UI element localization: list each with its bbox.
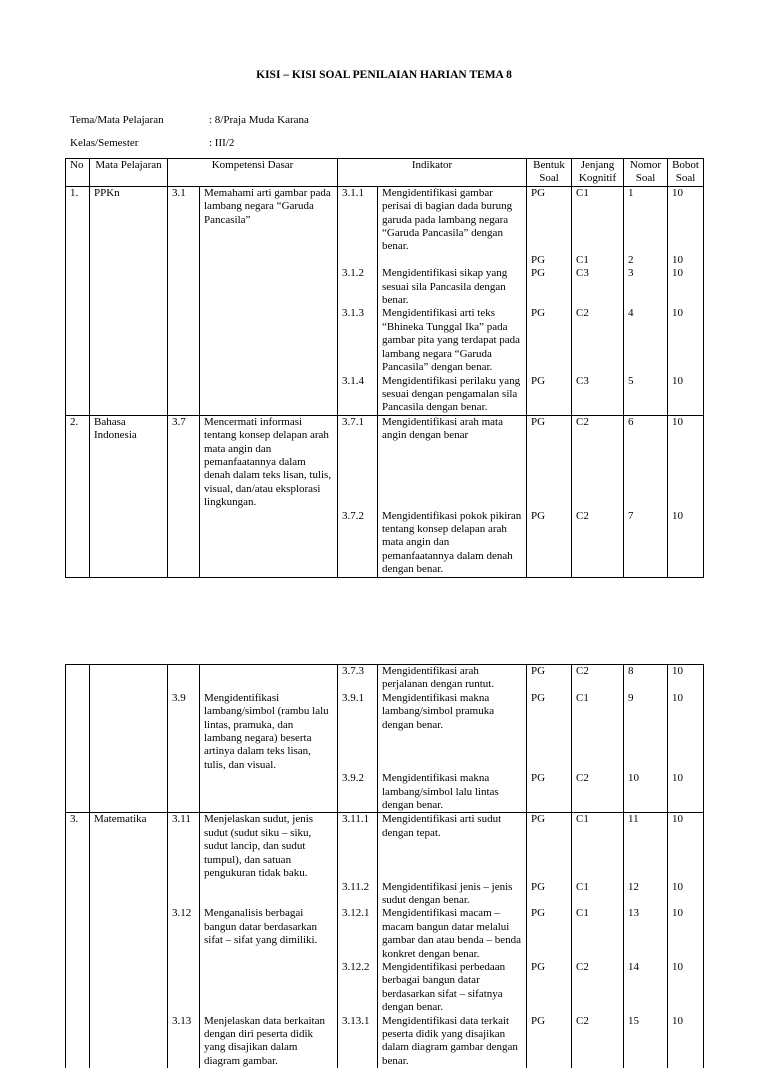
cell-ind-no: 3.9.1 [338,692,378,772]
table-row [66,907,704,961]
cell-ind: Mengidentifikasi macam – macam bangun datar melalui gambar dan atau benda – benda konkret dengan benar. [378,907,527,961]
cell-kd [200,881,338,908]
cell-no [66,254,90,267]
cell-ind-no: 3.7.3 [338,665,378,692]
cell-bentuk: PG [527,415,572,509]
cell-jenjang: C2 [572,307,624,374]
cell-kd-no [168,772,200,813]
cell-nomor: 1 [624,186,668,254]
cell-ind-no: 3.9.2 [338,772,378,813]
cell-kd [200,510,338,578]
cell-bentuk: PG [527,665,572,692]
cell-jenjang: C3 [572,267,624,307]
table-row [66,1015,704,1068]
cell-mapel [90,881,168,908]
cell-mapel [90,1015,168,1068]
table-row [66,961,704,1015]
cell-nomor: 3 [624,267,668,307]
cell-ind: Mengidentifikasi data terkait peserta didik yang disajikan dalam diagram gambar dengan benar. [378,1015,527,1068]
cell-mapel [90,267,168,307]
cell-kd: Memahami arti gambar pada lambang negara “Garuda Pancasila” [200,186,338,254]
cell-kd-no [168,307,200,374]
header-bentuk: Bentuk Soal [527,159,572,187]
cell-nomor: 5 [624,375,668,416]
cell-kd-no: 3.13 [168,1015,200,1068]
cell-bobot: 10 [668,907,704,961]
cell-kd [200,267,338,307]
cell-jenjang: C1 [572,254,624,267]
cell-mapel [90,692,168,772]
cell-kd [200,772,338,813]
cell-jenjang: C1 [572,813,624,881]
cell-kd-no [168,881,200,908]
cell-kd-no [168,375,200,416]
cell-nomor: 2 [624,254,668,267]
cell-no [66,665,90,692]
cell-kd: Menjelaskan data berkaitan dengan diri peserta didik yang disajikan dalam diagram gambar. [200,1015,338,1068]
cell-bobot: 10 [668,1015,704,1068]
cell-no [66,510,90,578]
cell-ind-no: 3.7.1 [338,415,378,509]
cell-kd-no: 3.11 [168,813,200,881]
cell-mapel [90,665,168,692]
cell-mapel [90,254,168,267]
cell-ind: Mengidentifikasi arah mata angin dengan benar [378,415,527,509]
cell-bentuk: PG [527,813,572,881]
cell-nomor: 10 [624,772,668,813]
cell-bentuk: PG [527,907,572,961]
header-mapel: Mata Pelajaran [90,159,168,187]
cell-kd [200,254,338,267]
header-no: No [66,159,90,187]
cell-bentuk: PG [527,375,572,416]
cell-mapel: PPKn [90,186,168,254]
cell-ind [378,254,527,267]
info-value-kelas: : III/2 [209,137,235,149]
header-indikator: Indikator [338,159,527,187]
cell-bobot: 10 [668,186,704,254]
table-row [66,415,704,509]
cell-mapel [90,375,168,416]
cell-kd: Menganalisis berbagai bangun datar berdasarkan sifat – sifat yang dimiliki. [200,907,338,961]
cell-ind: Mengidentifikasi gambar perisai di bagian dada burung garuda pada lambang negara “Garuda Pancasila” dengan benar. [378,186,527,254]
cell-bobot: 10 [668,813,704,881]
cell-kd [200,665,338,692]
table-row [66,307,704,374]
cell-kd-no: 3.9 [168,692,200,772]
cell-ind: Mengidentifikasi makna lambang/simbol pramuka dengan benar. [378,692,527,772]
cell-kd-no [168,254,200,267]
cell-nomor: 11 [624,813,668,881]
table-row [66,254,704,267]
cell-kd: Mengidentifikasi lambang/simbol (rambu lalu lintas, pramuka, dan lambang negara) beserta artinya dalam teks lisan, tulis, dan visual. [200,692,338,772]
cell-mapel [90,307,168,374]
cell-ind: Mengidentifikasi arti teks “Bhineka Tunggal Ika” pada gambar pita yang terdapat pada lambang negara “Garuda Pancasila” dengan benar. [378,307,527,374]
cell-nomor: 13 [624,907,668,961]
kisi-table-page-1 [65,158,704,578]
cell-ind: Mengidentifikasi sikap yang sesuai sila Pancasila dengan benar. [378,267,527,307]
cell-jenjang: C1 [572,907,624,961]
cell-kd-no: 3.12 [168,907,200,961]
table-row [66,813,704,881]
cell-bentuk: PG [527,267,572,307]
cell-ind-no: 3.7.2 [338,510,378,578]
cell-ind-no: 3.1.3 [338,307,378,374]
cell-bobot: 10 [668,665,704,692]
cell-bentuk: PG [527,254,572,267]
info-value-tema: : 8/Praja Muda Karana [209,114,309,126]
cell-ind: Mengidentifikasi perilaku yang sesuai dengan pengamalan sila Pancasila dengan benar. [378,375,527,416]
cell-nomor: 14 [624,961,668,1015]
table-row [66,375,704,416]
cell-bobot: 10 [668,415,704,509]
cell-no [66,267,90,307]
cell-ind-no: 3.1.2 [338,267,378,307]
cell-no [66,307,90,374]
table-row [66,267,704,307]
cell-nomor: 12 [624,881,668,908]
cell-nomor: 4 [624,307,668,374]
cell-no [66,692,90,772]
cell-ind-no: 3.1.1 [338,186,378,254]
cell-jenjang: C1 [572,186,624,254]
cell-kd-no [168,665,200,692]
table-row [66,881,704,908]
cell-ind: Mengidentifikasi pokok pikiran tentang konsep delapan arah mata angin dan pemanfaatannya dalam denah dengan benar. [378,510,527,578]
cell-jenjang: C1 [572,881,624,908]
cell-ind-no: 3.13.1 [338,1015,378,1068]
cell-nomor: 8 [624,665,668,692]
cell-bentuk: PG [527,881,572,908]
cell-bobot: 10 [668,961,704,1015]
cell-jenjang: C2 [572,961,624,1015]
header-nomor: Nomor Soal [624,159,668,187]
info-label-kelas: Kelas/Semester [70,137,139,149]
cell-ind: Mengidentifikasi makna lambang/simbol lalu lintas dengan benar. [378,772,527,813]
cell-ind-no [338,254,378,267]
cell-no [66,881,90,908]
cell-jenjang: C2 [572,772,624,813]
cell-bentuk: PG [527,307,572,374]
cell-kd [200,375,338,416]
table-header-row [66,159,704,187]
table-row [66,665,704,692]
cell-kd [200,307,338,374]
cell-nomor: 9 [624,692,668,772]
cell-jenjang: C3 [572,375,624,416]
cell-no: 2. [66,415,90,509]
cell-no [66,907,90,961]
cell-bentuk: PG [527,772,572,813]
cell-kd: Mencermati informasi tentang konsep delapan arah mata angin dan pemanfaatannya dalam denah dalam teks lisan, tulis, visual, dan/atau eksplorasi lingkungan. [200,415,338,509]
cell-nomor: 15 [624,1015,668,1068]
cell-no: 3. [66,813,90,881]
cell-bentuk: PG [527,1015,572,1068]
cell-jenjang: C2 [572,510,624,578]
cell-mapel [90,961,168,1015]
cell-jenjang: C2 [572,415,624,509]
header-jenjang: Jenjang Kognitif [572,159,624,187]
cell-bobot: 10 [668,692,704,772]
info-label-tema: Tema/Mata Pelajaran [70,114,164,126]
cell-kd-no: 3.7 [168,415,200,509]
cell-kd-no [168,267,200,307]
cell-ind: Mengidentifikasi arti sudut dengan tepat. [378,813,527,881]
cell-kd-no [168,961,200,1015]
cell-ind-no: 3.1.4 [338,375,378,416]
cell-ind-no: 3.11.1 [338,813,378,881]
cell-nomor: 6 [624,415,668,509]
kisi-table-page-2 [65,664,704,1068]
cell-ind: Mengidentifikasi arah perjalanan dengan runtut. [378,665,527,692]
cell-jenjang: C2 [572,665,624,692]
cell-no [66,772,90,813]
header-kd: Kompetensi Dasar [168,159,338,187]
cell-kd: Menjelaskan sudut, jenis sudut (sudut siku – siku, sudut lancip, dan sudut tumpul), dan satuan pengukuran tidak baku. [200,813,338,881]
cell-nomor: 7 [624,510,668,578]
cell-ind-no: 3.11.2 [338,881,378,908]
table-row [66,772,704,813]
cell-bobot: 10 [668,267,704,307]
cell-ind: Mengidentifikasi perbedaan berbagai bangun datar berdasarkan sifat – sifatnya dengan benar. [378,961,527,1015]
table-row [66,510,704,578]
cell-mapel: Bahasa Indonesia [90,415,168,509]
cell-jenjang: C1 [572,692,624,772]
cell-kd [200,961,338,1015]
cell-ind-no: 3.12.1 [338,907,378,961]
cell-bobot: 10 [668,375,704,416]
cell-no [66,961,90,1015]
cell-bentuk: PG [527,510,572,578]
cell-bentuk: PG [527,186,572,254]
cell-kd-no: 3.1 [168,186,200,254]
cell-ind-no: 3.12.2 [338,961,378,1015]
cell-no [66,375,90,416]
cell-no: 1. [66,186,90,254]
cell-ind: Mengidentifikasi jenis – jenis sudut dengan benar. [378,881,527,908]
cell-jenjang: C2 [572,1015,624,1068]
cell-bobot: 10 [668,772,704,813]
cell-bobot: 10 [668,307,704,374]
header-bobot: Bobot Soal [668,159,704,187]
document-title: KISI – KISI SOAL PENILAIAN HARIAN TEMA 8 [256,69,512,81]
table-row [66,692,704,772]
cell-mapel: Matematika [90,813,168,881]
cell-bentuk: PG [527,961,572,1015]
cell-kd-no [168,510,200,578]
table-row [66,186,704,254]
cell-mapel [90,510,168,578]
cell-bobot: 10 [668,254,704,267]
cell-no [66,1015,90,1068]
cell-bobot: 10 [668,881,704,908]
cell-bentuk: PG [527,692,572,772]
cell-mapel [90,907,168,961]
cell-mapel [90,772,168,813]
cell-bobot: 10 [668,510,704,578]
